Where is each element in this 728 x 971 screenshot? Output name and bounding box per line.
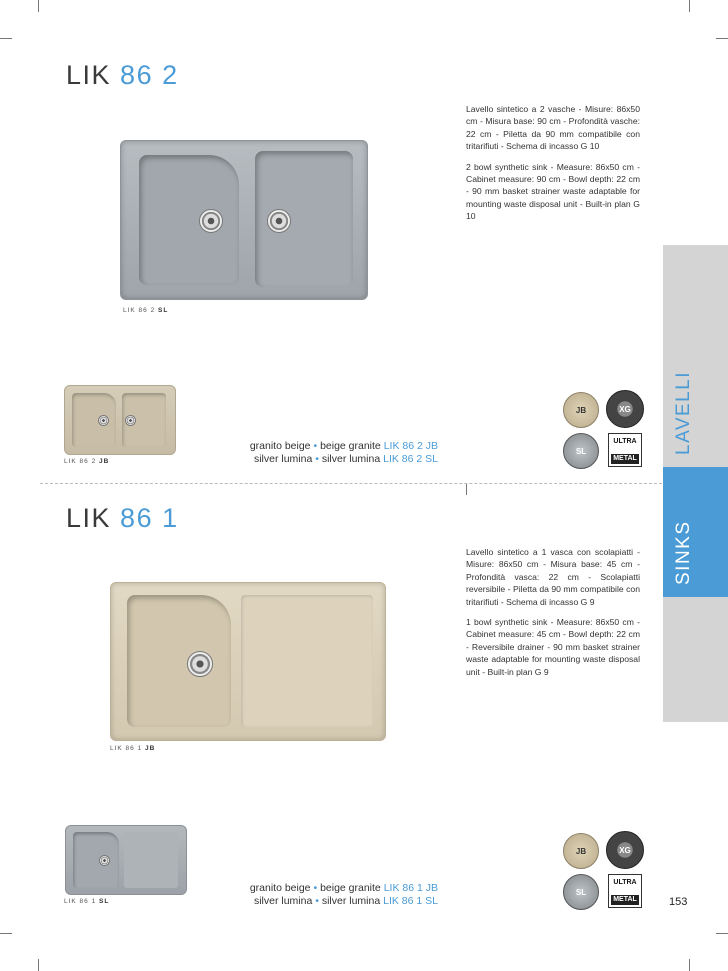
variant-beige: granito beige • beige granite LIK 86 1 JB <box>249 882 438 894</box>
small-image-caption: LIK 86 1 SL <box>64 898 110 905</box>
description-italian: Lavello sintetico a 2 vasche - Misure: 86x50 cm - Misura base: 90 cm - Profondità vasche: 22 cm - Piletta da 90 mm compatibile con tritarifiuti - Schema di incasso G 10 <box>466 104 640 152</box>
description-italian: Lavello sintetico a 1 vasca con scolapiatti - Misure: 86x50 cm - Misura base: 45 cm - Profondità vasca: 22 cm - Scolapiatti reversibile - Piletta da 90 mm compatibile con tritarifiuti - Schema di incasso G 9 <box>466 547 640 607</box>
drain <box>99 855 110 866</box>
crop-mark <box>689 0 690 12</box>
section-divider <box>40 483 662 484</box>
sl-badge: SL <box>563 433 599 469</box>
drain-right <box>267 209 291 233</box>
description <box>466 546 640 686</box>
page-number: 153 <box>669 896 688 908</box>
title-prefix: LIK <box>66 60 112 90</box>
sink-image-small <box>64 385 176 455</box>
xg-badge: XG <box>606 831 644 869</box>
main-image-caption: LIK 86 2 SL <box>123 307 169 314</box>
product-title <box>66 60 179 91</box>
sidebar-label-sinks: SINKS <box>673 520 694 585</box>
jb-badge: JB <box>563 833 599 869</box>
product-title <box>66 503 179 534</box>
sidebar-tab-blue <box>663 467 728 597</box>
xg-badge: XG <box>606 390 644 428</box>
sink-image-main <box>120 140 368 300</box>
jb-badge: JB <box>563 392 599 428</box>
drain-left <box>199 209 223 233</box>
sidebar-tab-grey <box>663 245 728 467</box>
sink-drainer <box>241 595 373 727</box>
main-image-caption: LIK 86 1 JB <box>110 745 156 752</box>
crop-mark <box>466 483 467 495</box>
description-english: 2 bowl synthetic sink - Measure: 86x50 cm - Cabinet measure: 90 cm - Bowl depth: 22 cm - 90 mm basket strainer waste adaptable for mounting waste disposal unit - Built-in plan G 10 <box>466 161 640 222</box>
description-english: 1 bowl synthetic sink - Measure: 86x50 cm - Cabinet measure: 45 cm - Bowl depth: 22 cm - Reversibile drainer - 90 mm basket strainer waste adaptable for mounting waste disposal unit - Built-in plan G 9 <box>466 617 640 677</box>
crop-mark <box>0 38 12 39</box>
ultra-metal-badge: ULTRA METAL <box>608 874 642 908</box>
drain-left <box>98 415 109 426</box>
crop-mark <box>716 38 728 39</box>
crop-mark <box>0 933 12 934</box>
title-number: 86 2 <box>120 60 179 90</box>
variant-silver: silver lumina • silver lumina LIK 86 2 SL <box>253 453 438 465</box>
ultra-metal-badge: ULTRA METAL <box>608 433 642 467</box>
color-variants <box>226 882 438 908</box>
color-variants <box>226 440 438 466</box>
sink-drainer <box>124 832 178 888</box>
sink-bowl <box>73 832 119 888</box>
sink-bowl-left <box>72 393 116 447</box>
sink-bowl-left <box>139 155 239 285</box>
title-prefix: LIK <box>66 503 112 533</box>
crop-mark <box>689 959 690 971</box>
sink-image-small <box>65 825 187 895</box>
sink-image-main <box>110 582 386 741</box>
crop-mark <box>716 933 728 934</box>
title-number: 86 1 <box>120 503 179 533</box>
variant-silver: silver lumina • silver lumina LIK 86 1 SL <box>253 895 438 907</box>
variant-beige: granito beige • beige granite LIK 86 2 JB <box>249 440 438 452</box>
crop-mark <box>38 0 39 12</box>
drain-right <box>125 415 136 426</box>
drain <box>187 651 213 677</box>
sidebar-label-lavelli: LAVELLI <box>673 370 694 455</box>
sink-bowl <box>127 595 231 727</box>
sl-badge: SL <box>563 874 599 910</box>
crop-mark <box>38 959 39 971</box>
sidebar-tab-grey-lower <box>663 597 728 722</box>
small-image-caption: LIK 86 2 JB <box>64 458 110 465</box>
description <box>466 103 640 231</box>
